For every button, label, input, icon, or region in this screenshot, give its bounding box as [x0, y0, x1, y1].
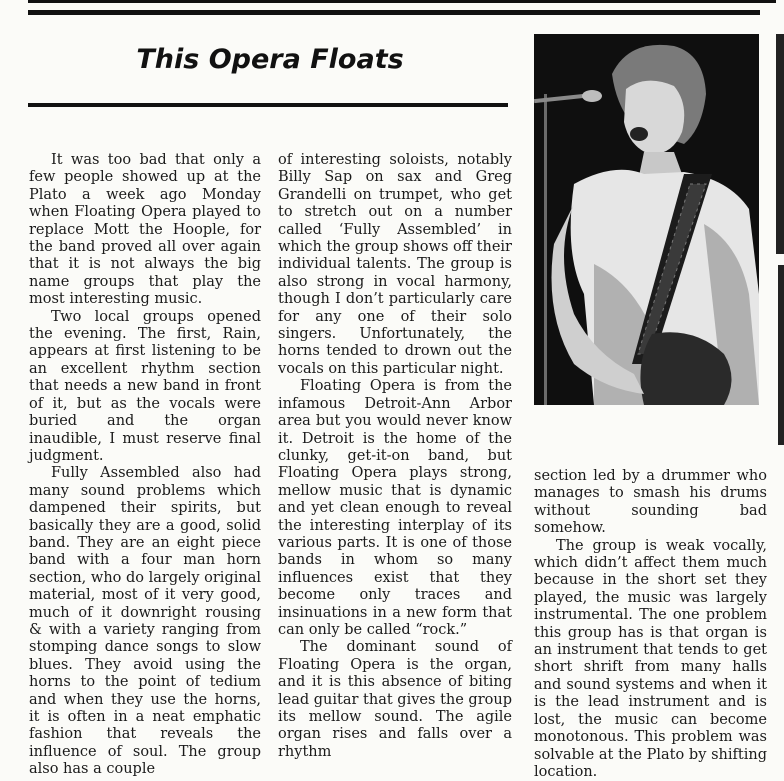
article-column-2 [278, 152, 512, 761]
paragraph: It was too bad that only a few people showed up at the Plato a week ago Monday when Floating Opera played to replace Mott the Hoople, for the band proved all over again that it is not always the big name groups that play the most interesting music. [29, 152, 261, 308]
paragraph: Two local groups opened the evening. The first, Rain, appears at first listening to be an excellent rhythm section that needs a new band in front of it, but as the vocals were buried and the organ inaudible, I must reserve final judgment. [29, 308, 261, 464]
page-edge-mark [776, 34, 784, 254]
paragraph: section led by a drummer who manages to smash his drums without sounding bad somehow. [534, 468, 767, 537]
paragraph: of interesting soloists, notably Billy Sap on sax and Greg Grandelli on trumpet, who get to stretch out on a number called ‘Fully Assembled’ in which the group shows off their individual talents. The group is also strong in vocal harmony, though I don’t particularly care for any one of their solo singers. Unfortunately, the horns tended to drown out the vocals on this particular night. [278, 152, 512, 377]
paragraph: Fully Assembled also had many sound problems which dampened their spirits, but basically they are a good, solid band. They are an eight piece band with a four man horn section, who do largely original material, most of it very good, much of it downright rousing & with a variety ranging from stomping dance songs to slow blues. They avoid using the horns to the point of tedium and when they use the horns, it is often in a neat emphatic fashion that reveals the influence of soul. The group also has a couple [29, 465, 261, 778]
headline: This Opera Floats [136, 44, 404, 75]
top-rule-thick [28, 0, 776, 3]
paragraph: The dominant sound of Floating Opera is the organ, and it is this absence of biting lead guitar that gives the group its mellow sound. The agile organ rises and falls over a rhythm [278, 639, 512, 760]
top-rule-double [28, 10, 760, 15]
article-column-3 [534, 468, 767, 781]
singer-at-microphone-photo [534, 34, 759, 405]
page-edge-mark [778, 265, 784, 445]
headline-rule [28, 103, 508, 107]
paragraph: Floating Opera is from the infamous Detroit-Ann Arbor area but you would never know it. Detroit is the home of the clunky, get-it-on band, but Floating Opera plays strong, mellow music that is dynamic and yet clean enough to reveal the interesting interplay of its various parts. It is one of those bands in whom so many influences exist that they become only traces and insinuations in a new form that can only be called “rock.” [278, 378, 512, 638]
article-column-1 [29, 152, 261, 779]
paragraph: The group is weak vocally, which didn’t affect them much because in the short set they played, the music was largely instrumental. The one problem this group has is that organ is an instrument that tends to get short shrift from many halls and sound systems and when it is the lead instrument and is lost, the music can become monotonous. This problem was solvable at the Plato by shifting location. [534, 537, 767, 780]
